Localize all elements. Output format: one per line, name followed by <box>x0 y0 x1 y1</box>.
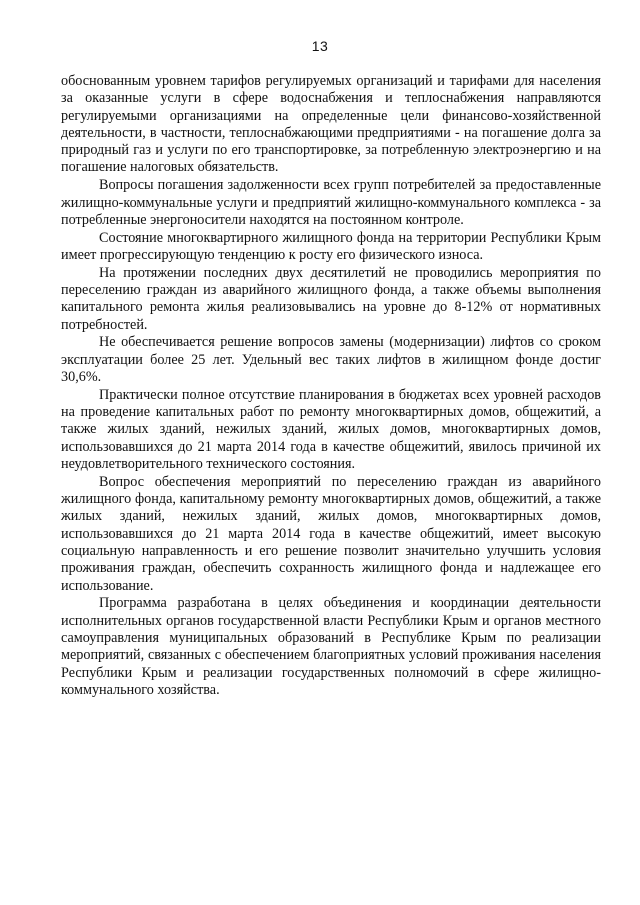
paragraph-3: Состояние многоквартирного жилищного фонда на территории Республики Крым имеет прогрессирующую тенденцию к росту его физического износа. <box>61 229 601 263</box>
paragraph-2: Вопросы погашения задолженности всех групп потребителей за предоставленные жилищно-коммунальные услуги и предприятий жилищно-коммунального комплекса - за потребленные энергоносители находятся на постоянном контроле. <box>61 177 601 228</box>
paragraph-8: Программа разработана в целях объединения и координации деятельности исполнительных органов государственной власти Республики Крым и органов местного самоуправления муниципальных образований в Республике Крым по реализации мероприятий, связанных с обеспечением благоприятных условий проживания населения Республики Крым и реализации государственных полномочий в сфере жилищно-коммунального хозяйства. <box>61 595 601 698</box>
document-body <box>61 73 601 699</box>
paragraph-5: Не обеспечивается решение вопросов замены (модернизации) лифтов со сроком эксплуатации более 25 лет. Удельный вес таких лифтов в жилищном фонде достиг 30,6%. <box>61 334 601 386</box>
paragraph-7: Вопрос обеспечения мероприятий по переселению граждан из аварийного жилищного фонда, капитальному ремонту многоквартирных домов, общежитий, а также жилых зданий, нежилых зданий, жилых домов, многоквартирных домов, использовавшихся до 21 марта 2014 года в качестве общежитий, имеет высокую социальную направленность и его решение позволит значительно улучшить условия проживания граждан, обеспечить сохранность жилищного фонда и надлежащее его использование. <box>61 473 601 594</box>
paragraph-4: На протяжении последних двух десятилетий не проводились мероприятия по переселению граждан из аварийного жилищного фонда, а также объемы выполнения капитального ремонта жилья реализовывались на уровне до 8-12% от нормативных потребностей. <box>61 264 601 333</box>
page-number: 13 <box>311 38 329 54</box>
paragraph-1: обоснованным уровнем тарифов регулируемых организаций и тарифами для населения за оказанные услуги в сфере водоснабжения и теплоснабжения направляются регулируемыми организациями на определенные цели финансово-хозяйственной деятельности, в частности, теплоснабжающими предприятиями - на погашение долга за природный газ и услуги по его транспортировке, за потребленную электроэнергию и на погашение налоговых обязательств. <box>61 73 601 176</box>
paragraph-6: Практически полное отсутствие планирования в бюджетах всех уровней расходов на проведение капитальных работ по ремонту многоквартирных домов, общежитий, а также жилых зданий, нежилых зданий, жилых домов, многоквартирных домов, использовавшихся до 21 марта 2014 года в качестве общежитий, явилось причиной их неудовлетворительного технического состояния. <box>61 386 601 473</box>
